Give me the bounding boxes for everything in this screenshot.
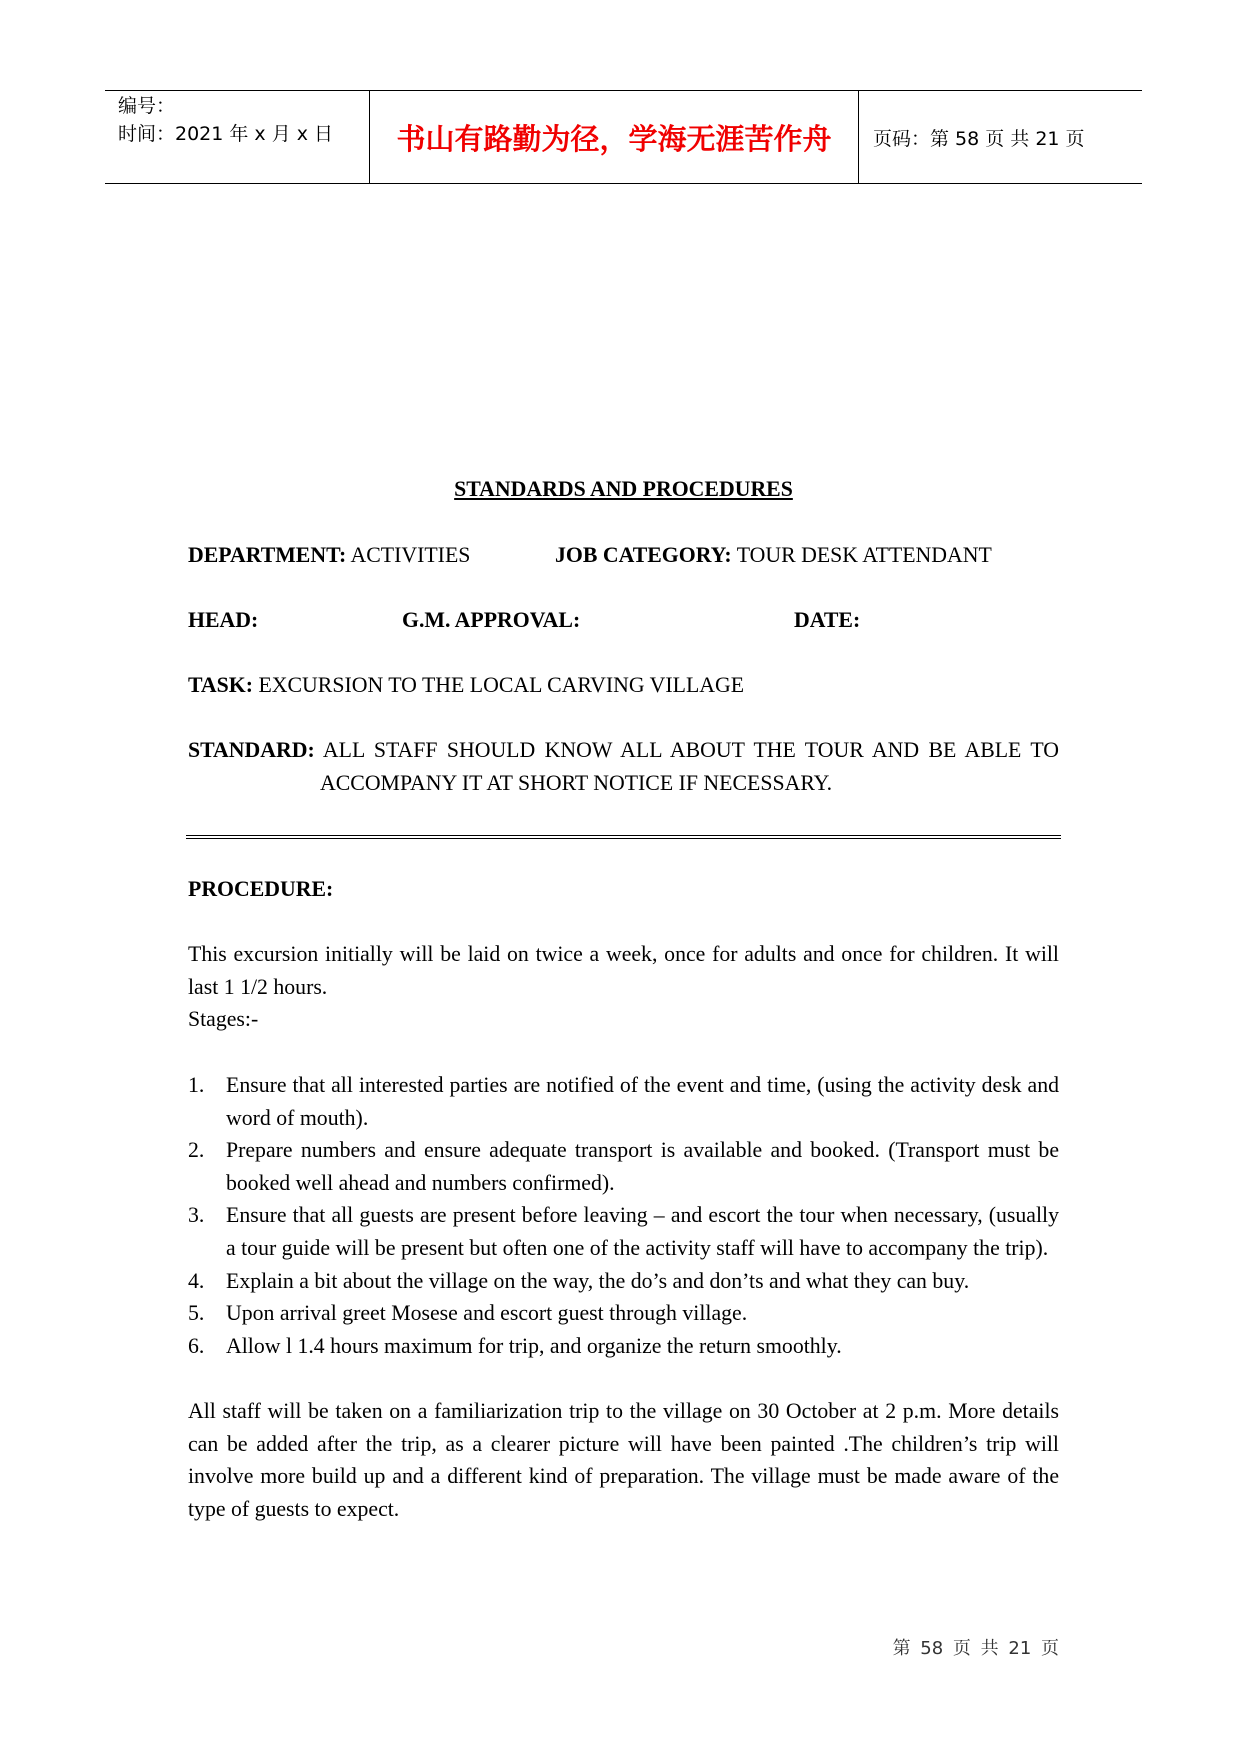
list-item xyxy=(188,1199,1059,1264)
header-motto-cell xyxy=(369,91,859,183)
job-category-value: TOUR DESK ATTENDANT xyxy=(736,543,992,567)
date-label: DATE: xyxy=(794,608,861,632)
stages-list xyxy=(188,1069,1059,1362)
standard-field xyxy=(188,734,1059,799)
header-page-code: 页码：第 58 页 共 21 页 xyxy=(873,127,1085,150)
department-value: ACTIVITIES xyxy=(350,543,471,567)
document-title: STANDARDS AND PROCEDURES xyxy=(454,477,793,501)
list-item-text: Prepare numbers and ensure adequate transport is available and booked. (Transport must be booked well ahead and numbers confirmed). xyxy=(226,1138,1059,1195)
header-table xyxy=(105,90,1142,184)
header-page-cell xyxy=(859,91,1142,183)
job-category-label: JOB CATEGORY: xyxy=(555,543,732,567)
closing-paragraph: All staff will be taken on a familiarization trip to the village on 30 October at 2 p.m. More details can be added after the trip, as a clearer picture will have been painted .The children’s trip will involve more build up and a different kind of preparation. The village must be made aware of the type of guests to expect. xyxy=(188,1399,1059,1521)
list-item-text: Explain a bit about the village on the way, the do’s and don’ts and what they can buy. xyxy=(226,1268,970,1293)
list-item-text: Ensure that all interested parties are notified of the event and time, (using the activity desk and word of mouth). xyxy=(226,1073,1059,1130)
standard-label: STANDARD: xyxy=(188,738,315,762)
document-number-label: 编号： xyxy=(118,95,176,117)
page-footer: 第 58 页 共 21 页 xyxy=(892,1638,1059,1659)
task-label: TASK: xyxy=(188,673,253,697)
list-item-number: 2. xyxy=(188,1138,205,1163)
list-item-text: Upon arrival greet Mosese and escort guest through village. xyxy=(226,1301,748,1326)
job-category-field xyxy=(555,539,992,572)
head-label: HEAD: xyxy=(188,608,259,632)
stages-label: Stages:- xyxy=(188,1007,259,1031)
procedure-heading: PROCEDURE: xyxy=(188,877,334,901)
list-item xyxy=(188,1134,1059,1199)
standard-value: ALL STAFF SHOULD KNOW ALL ABOUT THE TOUR AND BE ABLE TO ACCOMPANY IT AT SHORT NOTICE IF NECESSARY. xyxy=(320,738,1059,795)
list-item-number: 1. xyxy=(188,1073,205,1097)
list-item xyxy=(188,1265,1059,1298)
list-item-number: 6. xyxy=(188,1333,205,1358)
list-item xyxy=(188,1069,1059,1134)
list-item xyxy=(188,1297,1059,1330)
list-item-number: 3. xyxy=(188,1203,205,1228)
header-info-cell xyxy=(105,91,369,183)
document-time-label: 时间：2021 年 x 月 x 日 xyxy=(118,123,334,145)
gm-approval-label: G.M. APPROVAL: xyxy=(402,608,581,632)
list-item-number: 4. xyxy=(188,1268,205,1293)
list-item-text: Ensure that all guests are present before leaving – and escort the tour when necessary, (usually a tour guide will be present but often one of the activity staff will have to accompany the trip). xyxy=(226,1203,1059,1260)
double-divider xyxy=(186,835,1061,839)
task-value: EXCURSION TO THE LOCAL CARVING VILLAGE xyxy=(258,673,745,697)
department-label: DEPARTMENT: xyxy=(188,543,347,567)
department-field xyxy=(188,539,470,572)
header-motto: 书山有路勤为径，学海无涯苦作舟 xyxy=(396,121,832,156)
list-item xyxy=(188,1330,1059,1363)
task-field xyxy=(188,669,744,702)
list-item-number: 5. xyxy=(188,1301,205,1326)
procedure-intro: This excursion initially will be laid on twice a week, once for adults and once for children. It will last 1 1/2 hours. xyxy=(188,942,1059,999)
list-item-text: Allow l 1.4 hours maximum for trip, and organize the return smoothly. xyxy=(226,1333,842,1358)
